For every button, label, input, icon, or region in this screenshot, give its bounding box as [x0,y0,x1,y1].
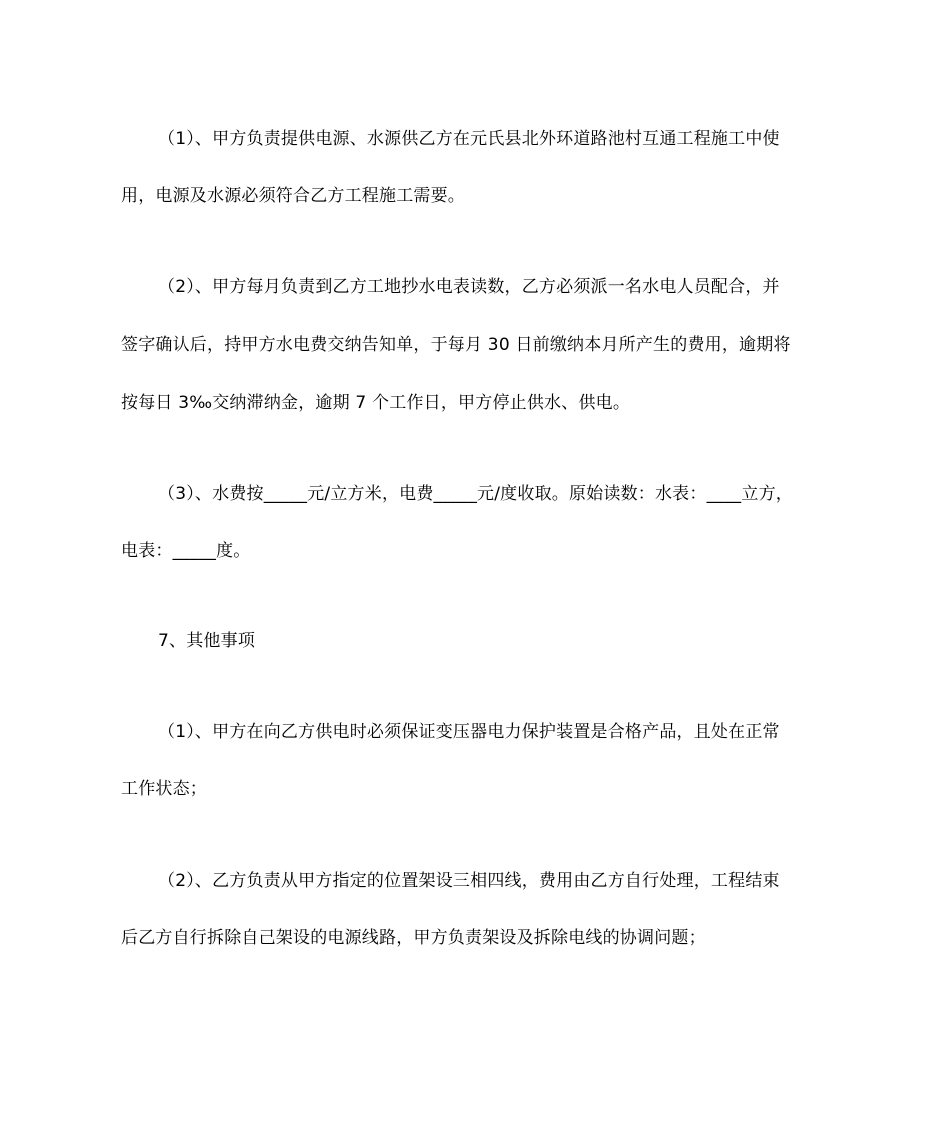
paragraph-2-line-3: 按每日 3‰交纳滞纳金，逾期 7 个工作日，甲方停止供水、供电。 [121,393,631,413]
paragraph-1-line-1: （1）、甲方负责提供电源、水源供乙方在元氏县北外环道路池村互通工程施工中使 [158,129,780,149]
paragraph-3-line-1: （3）、水费按_____元/立方米，电费_____元/度收取。原始读数：水表：____立方， [158,484,793,504]
paragraph-5-line-2: 工作状态； [121,779,207,799]
paragraph-1-line-2: 用，电源及水源必须符合乙方工程施工需要。 [121,186,465,206]
paragraph-5-line-1: （1）、甲方在向乙方供电时必须保证变压器电力保护装置是合格产品，且处在正常 [158,722,780,742]
paragraph-6-line-1: （2）、乙方负责从甲方指定的位置架设三相四线，费用由乙方自行处理，工程结束 [158,871,780,891]
paragraph-3-line-2: 电表：_____度。 [121,541,251,561]
section-heading-7: 7、其他事项 [158,631,256,651]
paragraph-6-line-2: 后乙方自行拆除自己架设的电源线路，甲方负责架设及拆除电线的协调问题； [121,928,706,948]
paragraph-2-line-2: 签字确认后，持甲方水电费交纳告知单，于每月 30 日前缴纳本月所产生的费用，逾期将 [121,335,791,355]
paragraph-2-line-1: （2）、甲方每月负责到乙方工地抄水电表读数，乙方必须派一名水电人员配合，并 [158,277,780,297]
